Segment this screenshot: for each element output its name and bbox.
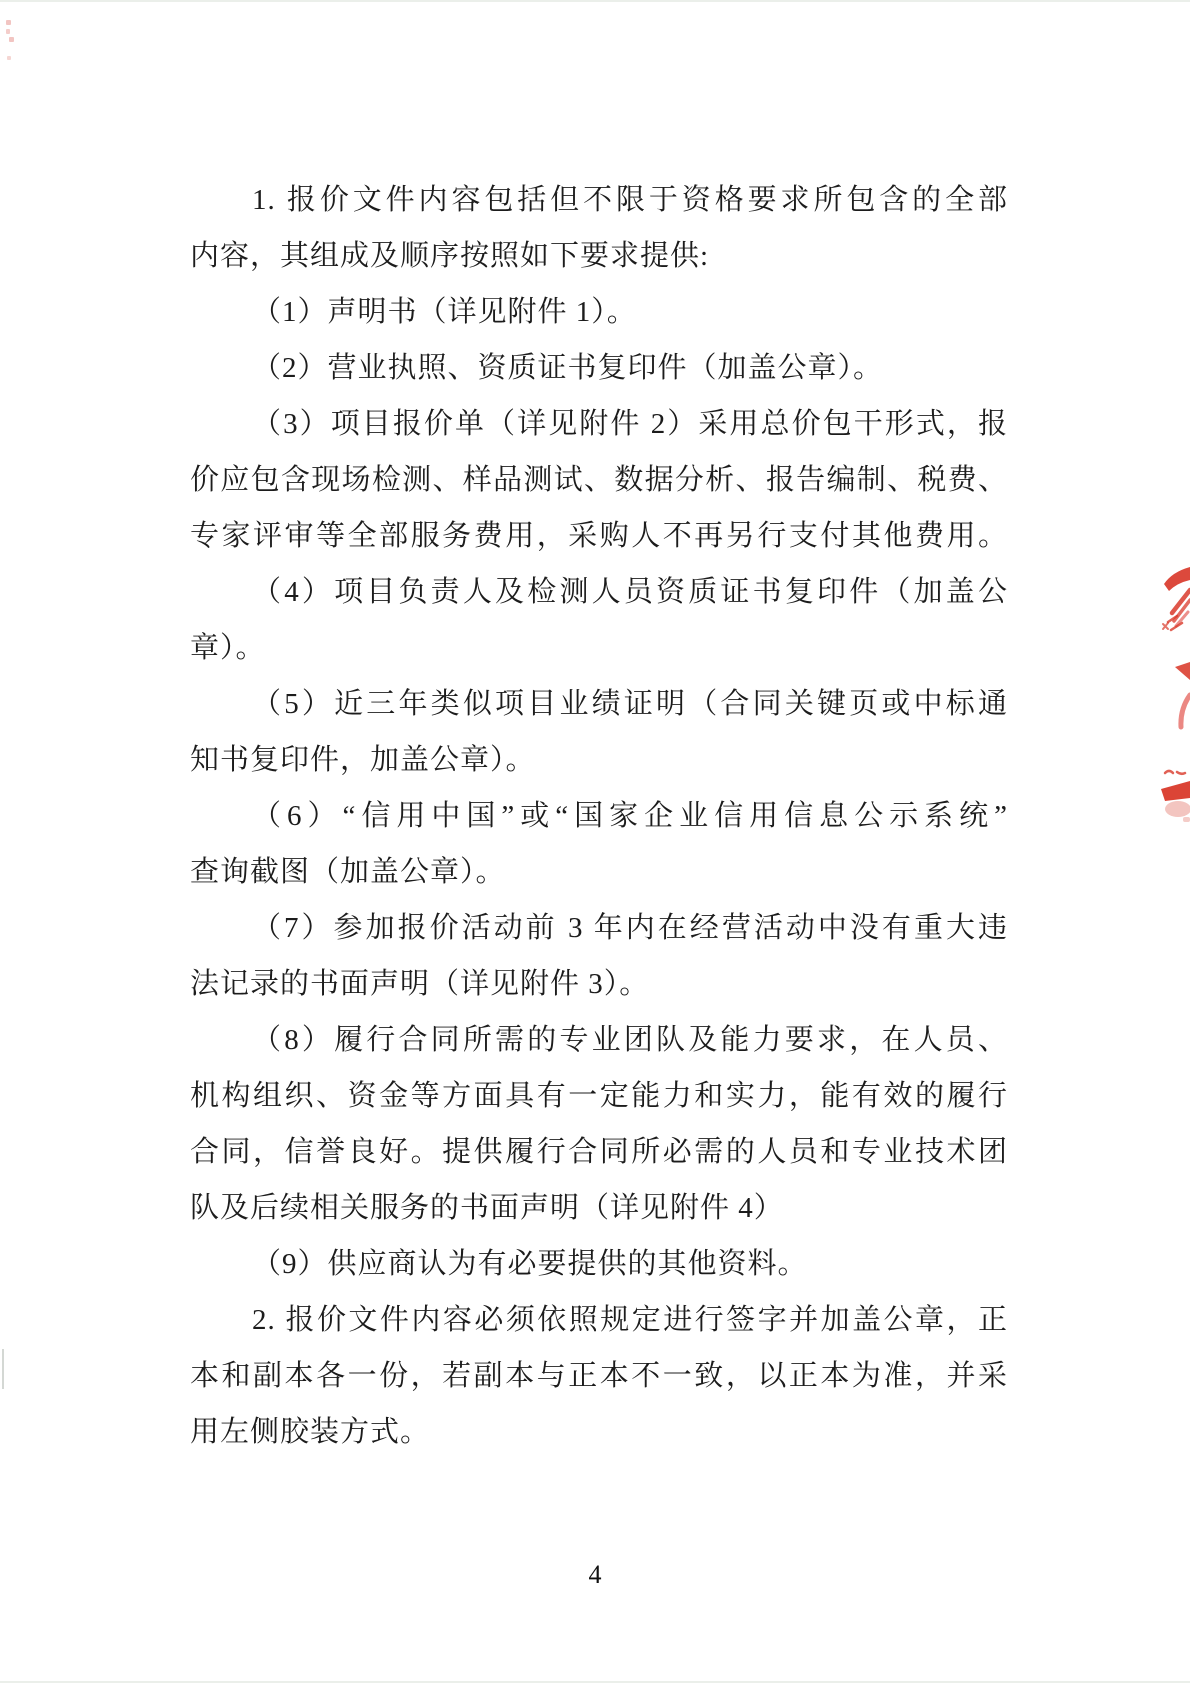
- text-line: 本和副本各一份，若副本与正本不一致，以正本为准，并采: [190, 1360, 1008, 1392]
- text-line: 用左侧胶装方式。: [190, 1416, 431, 1448]
- text-line: （9）供应商认为有必要提供的其他资料。: [252, 1248, 808, 1280]
- text-line: 法记录的书面声明（详见附件 3）。: [190, 968, 650, 1000]
- page-number: 4: [588, 1560, 602, 1589]
- text-line: 价应包含现场检测、样品测试、数据分析、报告编制、税费、: [190, 464, 1008, 496]
- text-line: （5）近三年类似项目业绩证明（合同关键页或中标通: [252, 688, 1008, 720]
- text-line: 队及后续相关服务的书面声明（详见附件 4）: [190, 1192, 784, 1224]
- text-line: 查询截图（加盖公章）。: [190, 856, 506, 888]
- text-line: （1）声明书（详见附件 1）。: [252, 296, 637, 328]
- text-line: 知书复印件，加盖公章）。: [190, 744, 536, 776]
- text-line: 章）。: [190, 632, 266, 664]
- scan-edge-top: [0, 0, 1190, 2]
- text-line: （3）项目报价单（详见附件 2）采用总价包干形式，报: [252, 408, 1008, 440]
- text-line: 机构组织、资金等方面具有一定能力和实力，能有效的履行: [190, 1080, 1008, 1112]
- document-body: [190, 172, 1008, 1460]
- text-line: 专家评审等全部服务费用，采购人不再另行支付其他费用。: [190, 520, 1008, 552]
- text-line: 内容，其组成及顺序按照如下要求提供:: [190, 240, 710, 272]
- scan-mark-left: [2, 1349, 4, 1389]
- text-line: （6）“信用中国”或“国家企业信用信息公示系统”: [252, 800, 1008, 832]
- text-line: 1. 报价文件内容包括但不限于资格要求所包含的全部: [252, 184, 1008, 216]
- text-line: （4）项目负责人及检测人员资质证书复印件（加盖公: [252, 576, 1008, 608]
- text-line: 合同，信誉良好。提供履行合同所必需的人员和专业技术团: [190, 1136, 1008, 1168]
- text-line: （2）营业执照、资质证书复印件（加盖公章）。: [252, 352, 884, 384]
- text-line: （8）履行合同所需的专业团队及能力要求，在人员、: [252, 1024, 1008, 1056]
- red-stamp-fragment-icon: [1150, 560, 1190, 830]
- text-line: 2. 报价文件内容必须依照规定进行签字并加盖公章，正: [252, 1304, 1008, 1336]
- red-ink-ticks-icon: [0, 14, 24, 70]
- text-line: （7）参加报价活动前 3 年内在经营活动中没有重大违: [252, 912, 1008, 944]
